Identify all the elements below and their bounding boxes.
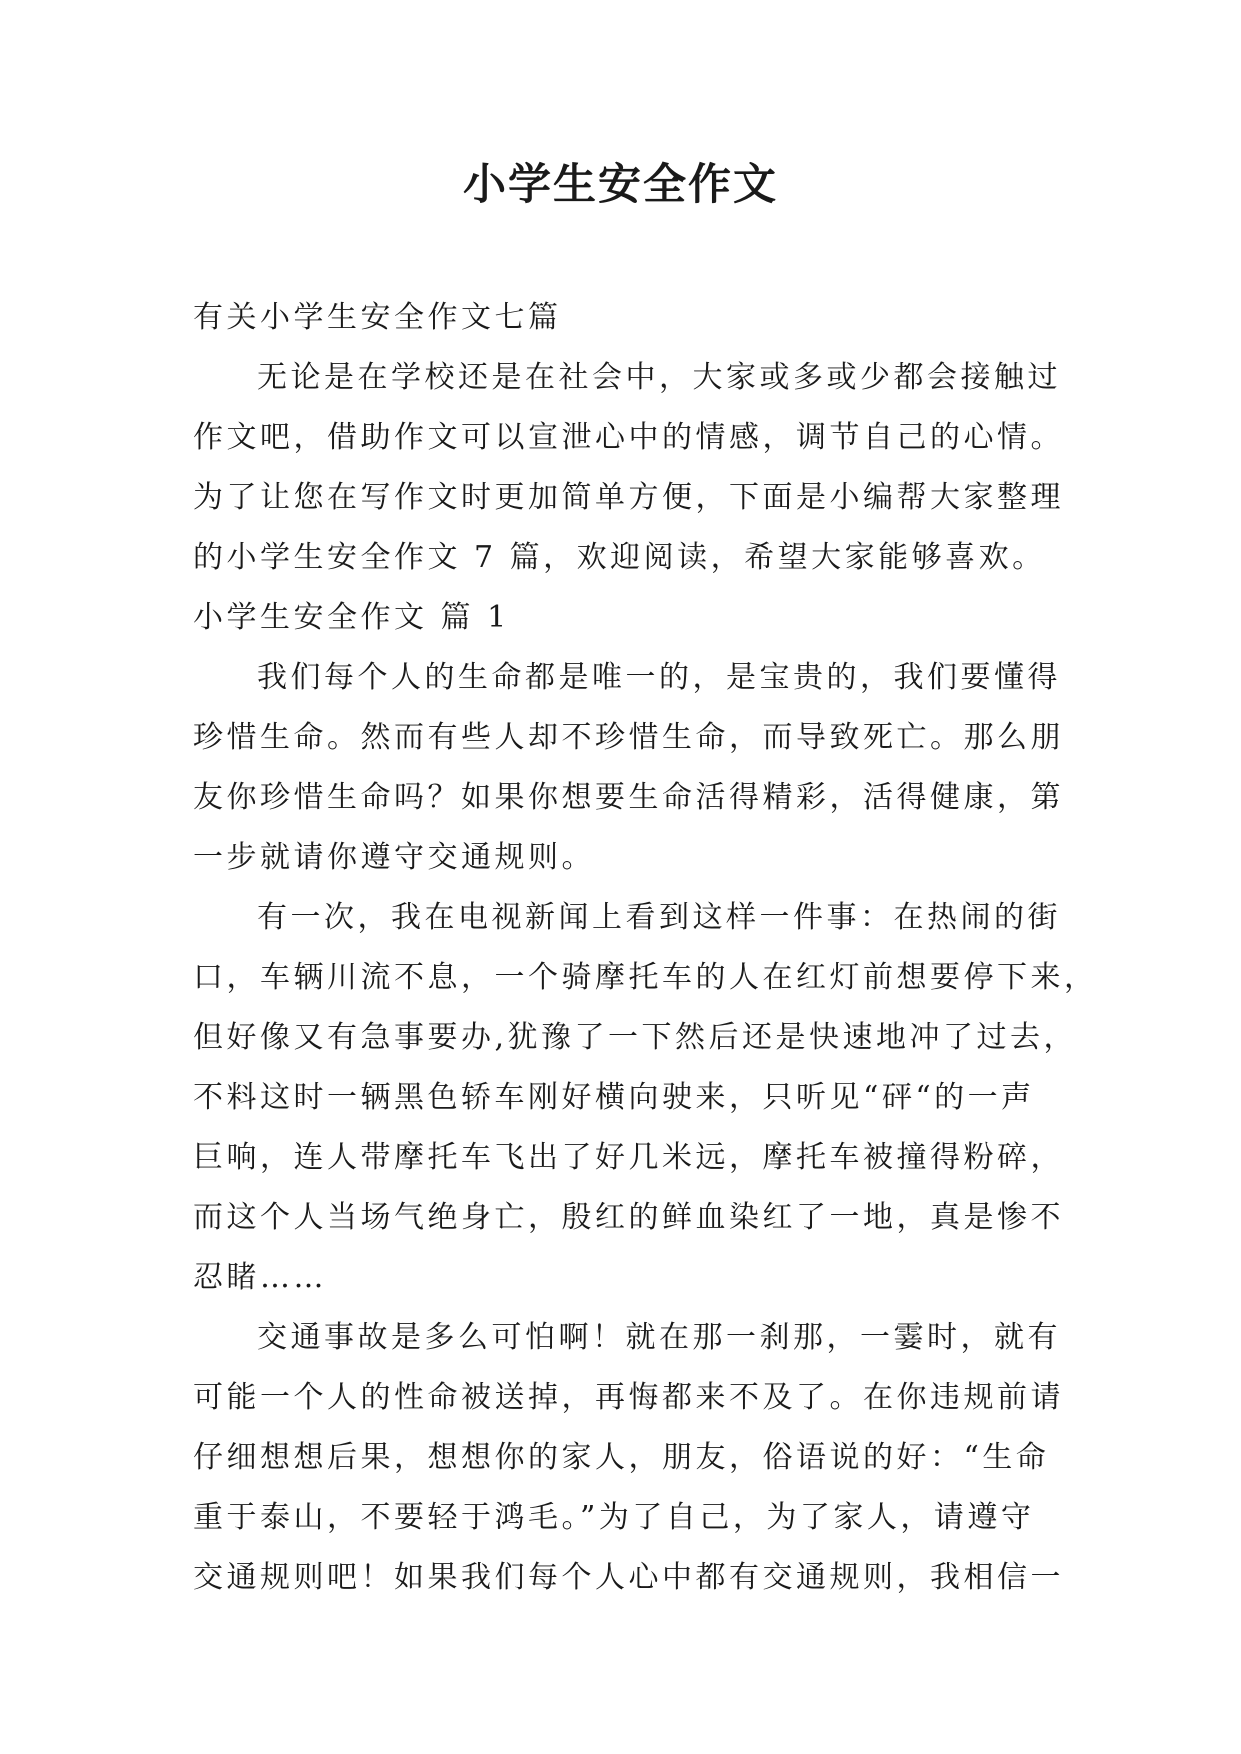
text-line: 不料这时一辆黑色轿车刚好横向驶来，只听见“砰“的一声 bbox=[193, 1080, 1035, 1115]
text-line: 交通事故是多么可怕啊！就在那一刹那，一霎时，就有 bbox=[257, 1320, 1061, 1355]
text-line: 而这个人当场气绝身亡，殷红的鲜血染红了一地，真是惨不 bbox=[193, 1200, 1064, 1235]
text-line: 巨响，连人带摩托车飞出了好几米远，摩托车被撞得粉碎， bbox=[193, 1140, 1064, 1175]
text-line: 但好像又有急事要办,犹豫了一下然后还是快速地冲了过去， bbox=[193, 1020, 1078, 1055]
text-line: 无论是在学校还是在社会中，大家或多或少都会接触过 bbox=[257, 360, 1061, 395]
text-line: 珍惜生命。然而有些人却不珍惜生命，而导致死亡。那么朋 bbox=[193, 720, 1064, 755]
text-line: 有关小学生安全作文七篇 bbox=[193, 300, 562, 335]
text-line: 仔细想想后果，想想你的家人，朋友，俗语说的好：“生命 bbox=[193, 1440, 1050, 1475]
text-line: 的小学生安全作文 7 篇，欢迎阅读，希望大家能够喜欢。 bbox=[193, 540, 1046, 575]
document-body bbox=[193, 288, 1098, 1608]
text-line: 有一次，我在电视新闻上看到这样一件事：在热闹的街 bbox=[257, 900, 1061, 935]
text-line: 可能一个人的性命被送掉，再悔都来不及了。在你违规前请 bbox=[193, 1380, 1064, 1415]
text-line: 忍睹…… bbox=[193, 1260, 327, 1295]
page-title: 小学生安全作文 bbox=[463, 160, 778, 210]
text-line: 友你珍惜生命吗？如果你想要生命活得精彩，活得健康，第 bbox=[193, 780, 1064, 815]
text-line: 小学生安全作文 篇 1 bbox=[193, 600, 510, 635]
text-line: 为了让您在写作文时更加简单方便，下面是小编帮大家整理 bbox=[193, 480, 1064, 515]
text-line: 口，车辆川流不息，一个骑摩托车的人在红灯前想要停下来， bbox=[193, 960, 1098, 995]
text-line: 我们每个人的生命都是唯一的，是宝贵的，我们要懂得 bbox=[257, 660, 1061, 695]
text-line: 交通规则吧！如果我们每个人心中都有交通规则，我相信一 bbox=[193, 1560, 1064, 1595]
text-line: 作文吧，借助作文可以宣泄心中的情感，调节自己的心情。 bbox=[193, 420, 1064, 455]
text-line: 重于泰山，不要轻于鸿毛。”为了自己，为了家人，请遵守 bbox=[193, 1500, 1035, 1535]
text-line: 一步就请你遵守交通规则。 bbox=[193, 840, 595, 875]
